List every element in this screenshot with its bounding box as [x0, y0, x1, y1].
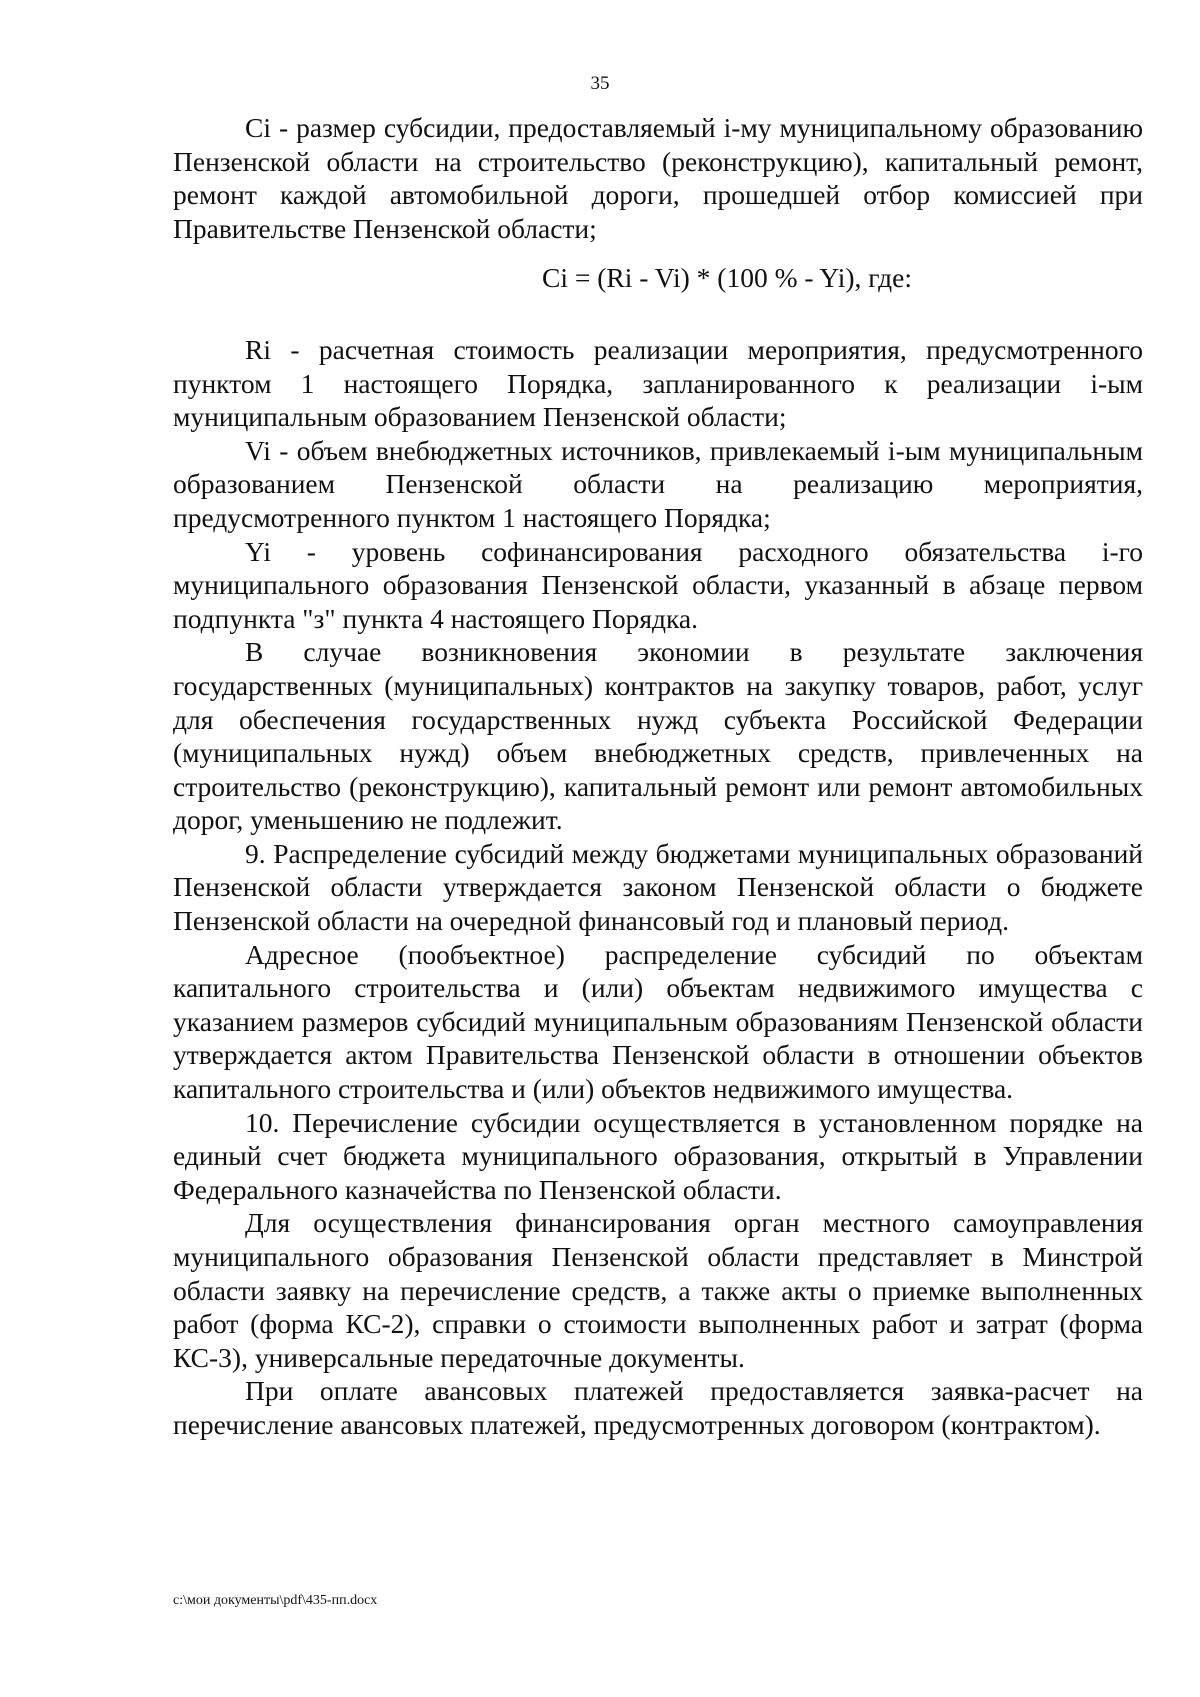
document-body: [173, 111, 1143, 1442]
paragraph-item-9: 9. Распределение субсидий между бюджетами муниципальных образований Пензенской области утверждается законом Пензенской области о бюджете Пензенской области на очередной финансовый год и плановый период.: [173, 837, 1143, 937]
paragraph-yi-definition: Yi - уровень софинансирования расходного обязательства i-го муниципального образования Пензенской области, указанный в абзаце первом подпункта "з" пункта 4 настоящего Порядка.: [173, 535, 1143, 634]
paragraph-ci-definition: Ci - размер субсидии, предоставляемый i-му муниципальному образованию Пензенской области на строительство (реконструкцию), капитальный ремонт, ремонт каждой автомобильной дороги, прошедшей отбор комиссией при Правительстве Пензенской области;: [173, 112, 1143, 244]
formula-ci: Ci = (Ri - Vi) * (100 % - Yi), где:: [541, 262, 912, 294]
paragraph-address-distribution: Адресное (пообъектное) распределение субсидий по объектам капитального строительства и (или) объектам недвижимого имущества с указанием размеров субсидий муниципальным образованиям Пензенской области утверждается актом Правительства Пензенской области в отношении объектов капитального строительства и (или) объектов недвижимого имущества.: [173, 938, 1143, 1105]
paragraph-savings: В случае возникновения экономии в результате заключения государственных (муниципальных) контрактов на закупку товаров, работ, услуг для обеспечения государственных нужд субъекта Российской Федерации (муниципальных нужд) объем внебюджетных средств, привлеченных на строительство (реконструкцию), капитальный ремонт или ремонт автомобильных дорог, уменьшению не подлежит.: [173, 636, 1143, 836]
paragraph-financing-request: Для осуществления финансирования орган местного самоуправления муниципального образования Пензенской области представляет в Минстрой области заявку на перечисление средств, а также акты о приемке выполненных работ (форма КС-2), справки о стоимости выполненных работ и затрат (форма КС-3), универсальные передаточные документы.: [173, 1207, 1143, 1373]
paragraph-item-10: 10. Перечисление субсидии осуществляется в установленном порядке на единый счет бюджета муниципального образования, открытый в Управлении Федерального казначейства по Пензенской области.: [173, 1106, 1143, 1205]
paragraph-ri-definition: Ri - расчетная стоимость реализации мероприятия, предусмотренного пунктом 1 настоящего Порядка, запланированного к реализации i-ым муниципальным образованием Пензенской области;: [173, 333, 1143, 433]
paragraph-advance-payments: При оплате авансовых платежей предоставляется заявка-расчет на перечисление авансовых платежей, предусмотренных договором (контрактом).: [173, 1375, 1143, 1440]
paragraph-vi-definition: Vi - объем внебюджетных источников, привлекаемый i-ым муниципальным образованием Пензенской области на реализацию мероприятия, предусмотренного пунктом 1 настоящего Порядка;: [173, 434, 1143, 533]
footer-file-path: c:\мои документы\pdf\435-пп.docx: [173, 1593, 378, 1608]
page-number: 35: [590, 73, 610, 94]
